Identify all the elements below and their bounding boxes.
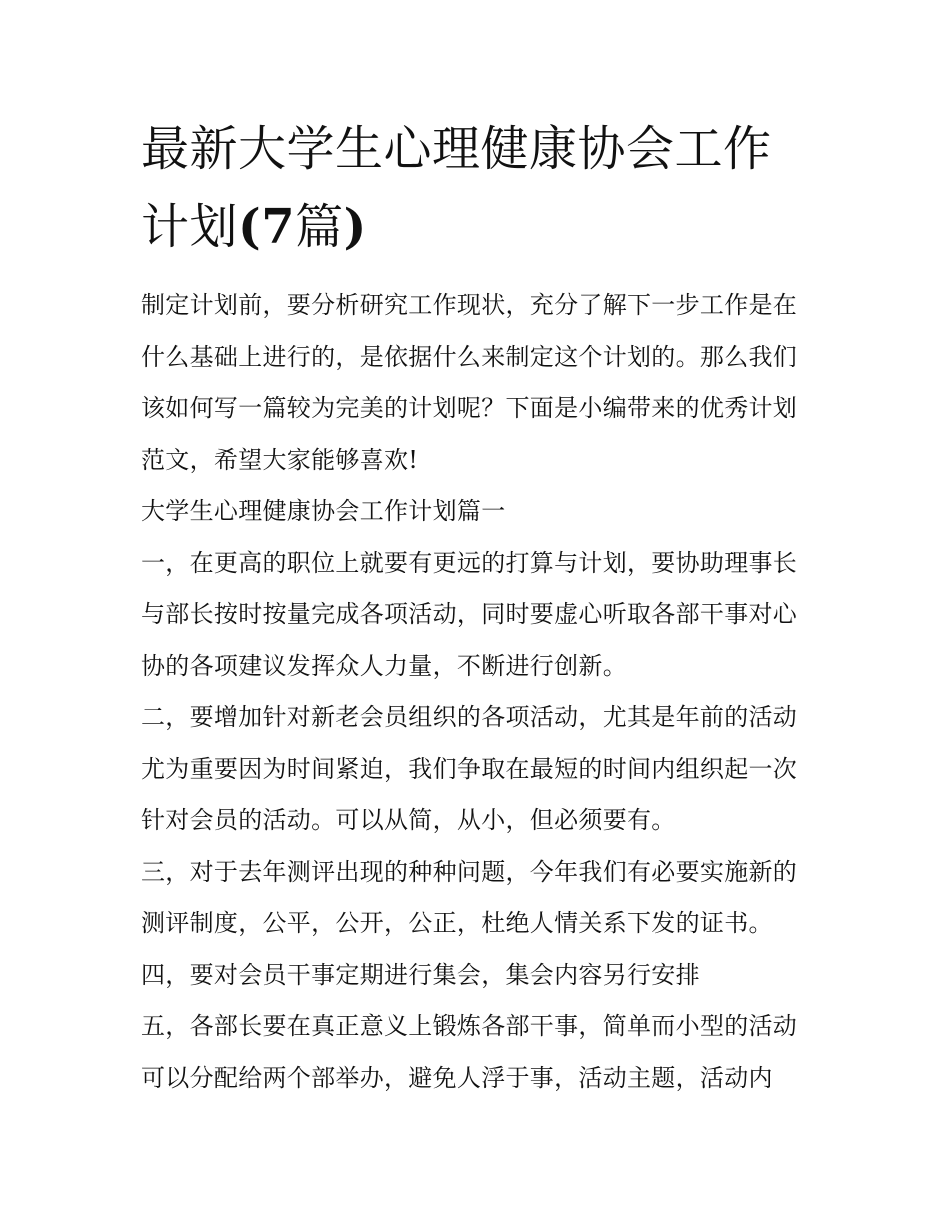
list-item-5 [141, 1001, 816, 1104]
list-item-3 [141, 847, 816, 950]
text-line: 四，要对会员干事定期进行集会，集会内容另行安排 [141, 960, 700, 989]
section-heading-text: 大学生心理健康协会工作计划篇一 [141, 497, 506, 525]
title-line-2-end: ) [343, 199, 367, 255]
text-line: 可以分配给两个部举办，避免人浮于事，活动主题，活动内 [141, 1063, 773, 1092]
text-line: 测评制度，公平，公开，公正，杜绝人情关系下发的证书。 [141, 909, 773, 937]
text-line: 二，要增加针对新老会员组织的各项活动，尤其是年前的活动 [141, 703, 798, 731]
text-line: 与部长按时按量完成各项活动，同时要虚心听取各部干事对心 [141, 600, 798, 628]
document-body [141, 280, 816, 1104]
title-line-2-number: (7 [238, 199, 296, 255]
title-line-2-prefix: 计划 [141, 199, 239, 255]
text-line: 尤为重要因为时间紧迫，我们争取在最短的时间内组织起一次 [141, 754, 798, 783]
text-line: 协的各项建议发挥众人力量，不断进行创新。 [141, 651, 627, 680]
text-line: 该如何写一篇较为完美的计划呢？下面是小编带来的优秀计划 [141, 394, 798, 422]
page-title [141, 110, 816, 266]
list-item-2 [141, 692, 816, 847]
text-line: 范文，希望大家能够喜欢! [141, 445, 419, 474]
list-item-1 [141, 538, 816, 693]
text-line: 一，在更高的职位上就要有更远的打算与计划，要协助理事长 [141, 548, 798, 577]
document-content [141, 110, 816, 1104]
title-line-2-mid: 篇 [295, 199, 344, 255]
text-line: 针对会员的活动。可以从简，从小，但必须要有。 [141, 806, 676, 834]
list-item-4 [141, 950, 816, 1002]
text-line: 什么基础上进行的，是依据什么来制定这个计划的。那么我们 [141, 342, 798, 371]
text-line: 制定计划前，要分析研究工作现状，充分了解下一步工作是在 [141, 291, 798, 319]
text-line: 三，对于去年测评出现的种种问题，今年我们有必要实施新的 [141, 857, 798, 886]
title-line-1: 最新大学生心理健康协会工作 [141, 121, 772, 177]
title-line-2 [141, 188, 816, 266]
text-line: 五，各部长要在真正意义上锻炼各部干事，简单而小型的活动 [141, 1012, 798, 1040]
intro-paragraph [141, 280, 816, 486]
section-heading [141, 486, 816, 538]
